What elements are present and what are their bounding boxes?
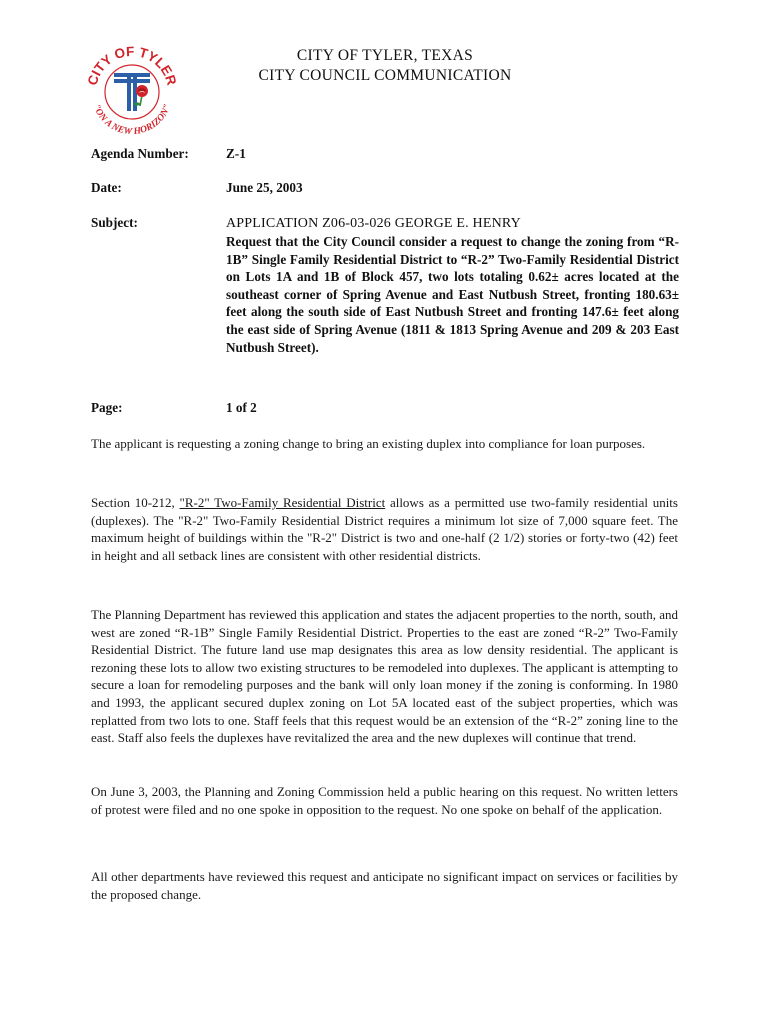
- page-value: 1 of 2: [226, 400, 257, 415]
- subject-content: [226, 215, 679, 356]
- paragraph-section: [91, 494, 678, 564]
- agenda-label: Agenda Number:: [91, 146, 189, 161]
- paragraph-planning: The Planning Department has reviewed this application and states the adjacent properties to the north, south, and west are zoned “R-1B” Single Family Residential District. Properties to the east are zoned “R-2” Two-Family Residential District. The future land use map designates this area as low density residential. The applicant is rezoning these lots to allow two existing structures to be remodeled into duplexes. The applicant is attempting to secure a loan for remodeling purposes and the bank will only loan money if the zoning is conforming. In 1980 and 1993, the applicant secured duplex zoning on Lot 5A located east of the subject properties, which was replatted from two lots to one. Staff feels that this request would be an extension of the “R-2” zoning line to the east. Staff also feels the duplexes have revitalized the area and the new duplexes will continue that trend.: [91, 607, 678, 746]
- section-prefix: Section 10-212,: [91, 495, 180, 510]
- date-label: Date:: [91, 180, 122, 195]
- paragraph-hearing: On June 3, 2003, the Planning and Zoning Commission held a public hearing on this request. No written letters of protest were filed and no one spoke in opposition to the request. No one spoke on behalf of the application.: [91, 784, 678, 817]
- section-link[interactable]: "R-2" Two-Family Residential District: [179, 495, 386, 510]
- header-city: CITY OF TYLER, TEXAS: [296, 47, 474, 64]
- paragraph-departments: All other departments have reviewed this request and anticipate no significant impact on services or facilities by the proposed change.: [91, 869, 678, 902]
- city-of-tyler-logo: [82, 40, 182, 140]
- logo-seal-icon: [82, 40, 182, 140]
- logo-arc-text: CITY OF TYLER: [84, 43, 180, 87]
- page-label: Page:: [91, 400, 123, 415]
- subject-label: Subject:: [91, 215, 138, 230]
- logo-motto: "ON A NEW HORIZON": [90, 103, 174, 138]
- date-value: June 25, 2003: [226, 180, 303, 195]
- section-text: allows as a permitted use two-family residential units (duplexes). The "R-2" Two-Family Residential District requires a minimum lot size of 7,000 square feet. The maximum height of buildings within the "R-2" District is two and one-half (2 1/2) stories or forty-two (42) feet in height and all setback lines are consistent with other residential districts.: [91, 495, 678, 563]
- paragraph-intro: The applicant is requesting a zoning change to bring an existing duplex into compliance for loan purposes.: [91, 436, 646, 451]
- document-header: [200, 46, 570, 86]
- agenda-value: Z-1: [226, 146, 246, 161]
- subject-body: Request that the City Council consider a request to change the zoning from “R-1B” Single Family Residential District to “R-2” Two-Family Residential District on Lots 1A and 1B of Block 457, two lots totaling 0.62± acres located at the southeast corner of Spring Avenue and East Nutbush Street, fronting 180.63± feet along the south side of East Nutbush Street and fronting 147.6± feet along the east side of Spring Avenue (1811 & 1813 Spring Avenue and 209 & 203 East Nutbush Street).: [226, 234, 679, 355]
- subject-title: APPLICATION Z06-03-026 GEORGE E. HENRY: [226, 216, 521, 231]
- header-communication: CITY COUNCIL COMMUNICATION: [258, 67, 512, 84]
